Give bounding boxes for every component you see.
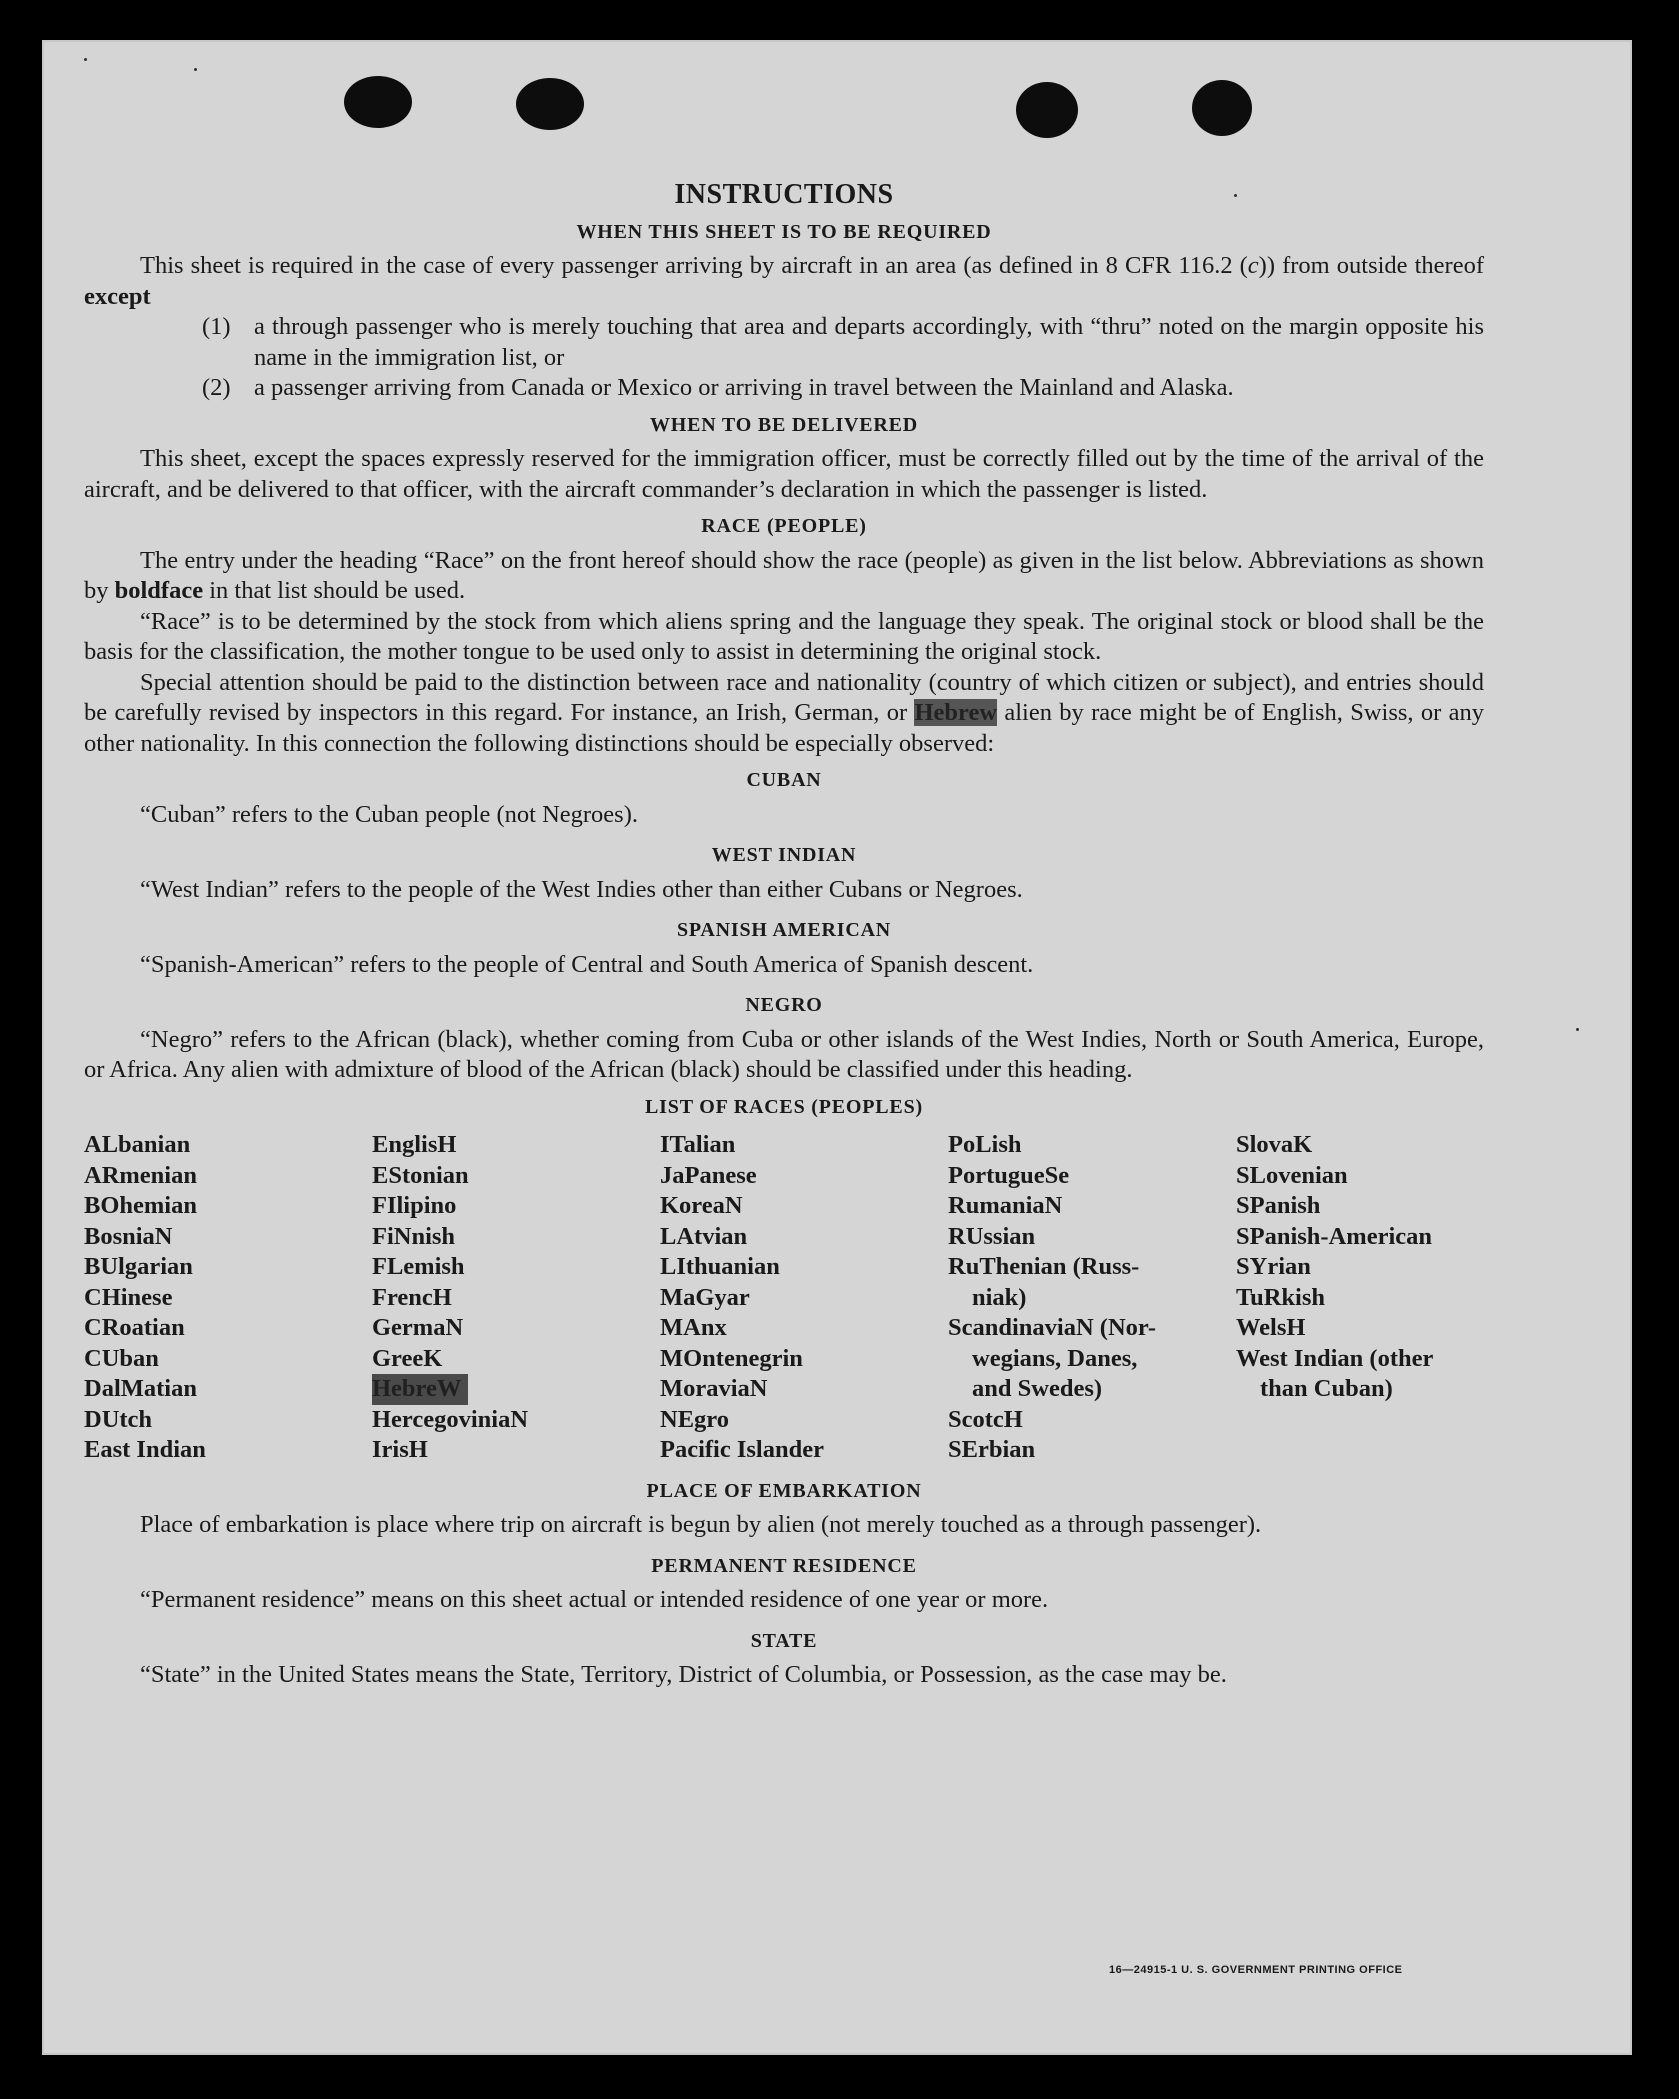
race-entry: SPanish <box>1236 1192 1321 1219</box>
punch-hole <box>1192 80 1252 136</box>
race-entry: DUtch <box>84 1405 153 1433</box>
instructions-body <box>84 180 1484 1691</box>
printing-office-imprint: 16—24915-1 U. S. GOVERNMENT PRINTING OFFICE <box>1109 1964 1403 1976</box>
race-column <box>1236 1130 1496 1466</box>
race-entry: BUlgarian <box>84 1253 193 1280</box>
punch-hole <box>344 76 412 128</box>
race-entry: DalMatian <box>84 1375 197 1402</box>
race-paragraph-1: The entry under the heading “Race” on the front hereof should show the race (people) as given in the list below. Abbreviations as shown by boldface in that list should be used. <box>84 546 1484 604</box>
race-entry: WelsH <box>1236 1314 1306 1341</box>
race-entry: CRoatian <box>84 1314 185 1341</box>
heading-residence: PERMANENT RESIDENCE <box>651 1554 917 1577</box>
race-entry: CUban <box>84 1344 159 1372</box>
race-entry-continued: than Cuban) <box>1260 1375 1393 1402</box>
race-entry: PoLish <box>948 1131 1022 1158</box>
race-entry: SYrian <box>1236 1253 1311 1280</box>
race-entry: FLemish <box>372 1253 465 1280</box>
west-indian-text: “West Indian” refers to the people of the West Indies other than either Cubans or Negroes. <box>140 875 1023 903</box>
race-entry-continued: wegians, Danes, <box>972 1344 1138 1372</box>
race-entry: NEgro <box>660 1405 729 1433</box>
race-entry: ScandinaviaN (Nor- <box>948 1314 1157 1341</box>
race-entry: MAnx <box>660 1314 727 1341</box>
race-entry: EnglisH <box>372 1131 457 1158</box>
heading-spanish-american: SPANISH AMERICAN <box>676 919 892 941</box>
race-entry: West Indian (other <box>1236 1344 1434 1372</box>
race-column <box>948 1130 1236 1466</box>
embarkation-text: Place of embarkation is place where trip on aircraft is begun by alien (not merely touched as a through passenger). <box>140 1511 1262 1538</box>
heading-when-delivered: WHEN TO BE DELIVERED <box>649 413 919 436</box>
spanish-american-text: “Spanish-American” refers to the people of Central and South America of Spanish descent. <box>140 950 1034 978</box>
race-entry: MOntenegrin <box>660 1344 803 1372</box>
race-entry: FIlipino <box>372 1192 457 1219</box>
race-paragraph-2: “Race” is to be determined by the stock from which aliens spring and the language they speak. The original stock or blood shall be the basis for the classification, the mother tongue to be used only to assist in determining the original stock. <box>84 607 1484 665</box>
race-entry: MoraviaN <box>660 1375 768 1402</box>
race-entry: FiNnish <box>372 1222 456 1250</box>
race-entry: SLovenian <box>1236 1161 1348 1189</box>
race-entry: FrencH <box>372 1283 452 1311</box>
heading-west-indian: WEST INDIAN <box>711 844 857 866</box>
residence-text: “Permanent residence” means on this sheet actual or intended residence of one year or more. <box>140 1586 1049 1613</box>
race-entry: ITalian <box>660 1131 736 1158</box>
race-entry: SPanish-American <box>1236 1222 1432 1250</box>
race-entry: MaGyar <box>660 1283 750 1311</box>
speck <box>1576 1028 1579 1031</box>
race-entry: GermaN <box>372 1314 464 1341</box>
race-entry: SlovaK <box>1236 1131 1313 1158</box>
punch-hole <box>516 78 584 130</box>
exception-item: (1) a through passenger who is merely touching that area and departs accordingly, with “thru” noted on the margin opposite his name in the immigration list, or <box>202 313 1484 371</box>
race-entry: RumaniaN <box>948 1192 1063 1219</box>
struck-word: Hebrew <box>914 699 998 726</box>
race-entry: RUssian <box>948 1222 1036 1250</box>
negro-text: “Negro” refers to the African (black), whether coming from Cuba or other islands of the West Indies, North or South America, Europe, or Africa. Any alien with admixture of blood of the African (black) should be classified under this heading. <box>84 1025 1484 1083</box>
race-entry-continued: niak) <box>972 1283 1027 1311</box>
race-entry: JaPanese <box>660 1161 757 1189</box>
race-entry: KoreaN <box>660 1192 743 1219</box>
race-entry: HercegoviniaN <box>372 1405 529 1433</box>
race-column <box>660 1130 948 1466</box>
race-entry: IrisH <box>372 1436 428 1463</box>
race-entry: CHinese <box>84 1283 173 1311</box>
race-entry-struck: HebreW <box>372 1374 468 1405</box>
race-entry-continued: and Swedes) <box>972 1375 1103 1402</box>
page-title: INSTRUCTIONS <box>674 179 894 210</box>
race-entry: ARmenian <box>84 1161 197 1189</box>
race-column <box>372 1130 660 1466</box>
race-entry: EStonian <box>372 1161 469 1189</box>
heading-race: RACE (PEOPLE) <box>701 515 867 537</box>
race-list <box>84 1130 1484 1466</box>
punch-hole <box>1016 82 1078 138</box>
race-entry: BOhemian <box>84 1192 197 1219</box>
race-entry: LIthuanian <box>660 1253 780 1280</box>
heading-when-required: WHEN THIS SHEET IS TO BE REQUIRED <box>576 220 992 243</box>
document-sheet <box>42 40 1632 2055</box>
race-entry: ScotcH <box>948 1405 1023 1433</box>
race-entry: LAtvian <box>660 1222 748 1250</box>
race-entry: Pacific Islander <box>660 1436 824 1463</box>
heading-list-of-races: LIST OF RACES (PEOPLES) <box>645 1095 923 1118</box>
race-entry: ALbanian <box>84 1131 191 1158</box>
race-entry: SErbian <box>948 1436 1036 1463</box>
race-entry: BosniaN <box>84 1222 173 1250</box>
race-entry: GreeK <box>372 1344 443 1372</box>
speck <box>194 68 197 71</box>
heading-embarkation: PLACE OF EMBARKATION <box>646 1479 922 1502</box>
when-required-intro: This sheet is required in the case of every passenger arriving by aircraft in an area (as defined in 8 CFR 116.2 (c)) from outside thereof except <box>84 252 1484 310</box>
cuban-text: “Cuban” refers to the Cuban people (not Negroes). <box>140 800 638 828</box>
race-entry: TuRkish <box>1236 1283 1326 1311</box>
race-column <box>84 1130 372 1466</box>
heading-negro: NEGRO <box>745 994 823 1016</box>
when-delivered-text: This sheet, except the spaces expressly reserved for the immigration officer, must be correctly filled out by the time of the arrival of the aircraft, and be delivered to that officer, with the aircraft commander’s declaration in which the passenger is listed. <box>84 445 1484 503</box>
race-paragraph-3: Special attention should be paid to the distinction between race and nationality (country of which citizen or subject), and entries should be carefully revised by inspectors in this regard. For instance, an Irish, German, or Hebrew alien by race might be of English, Swiss, or any other nationality. In this connection the following distinctions should be especially observed: <box>84 668 1484 757</box>
state-text: “State” in the United States means the State, Territory, District of Columbia, or Possession, as the case may be. <box>140 1661 1227 1688</box>
race-entry: PortugueSe <box>948 1161 1070 1189</box>
exception-item: (2) a passenger arriving from Canada or Mexico or arriving in travel between the Mainland and Alaska. <box>202 374 1234 401</box>
race-entry: East Indian <box>84 1436 206 1463</box>
heading-cuban: CUBAN <box>746 769 822 791</box>
speck <box>84 58 87 61</box>
heading-state: STATE <box>750 1629 818 1652</box>
race-entry: RuThenian (Russ- <box>948 1253 1140 1280</box>
